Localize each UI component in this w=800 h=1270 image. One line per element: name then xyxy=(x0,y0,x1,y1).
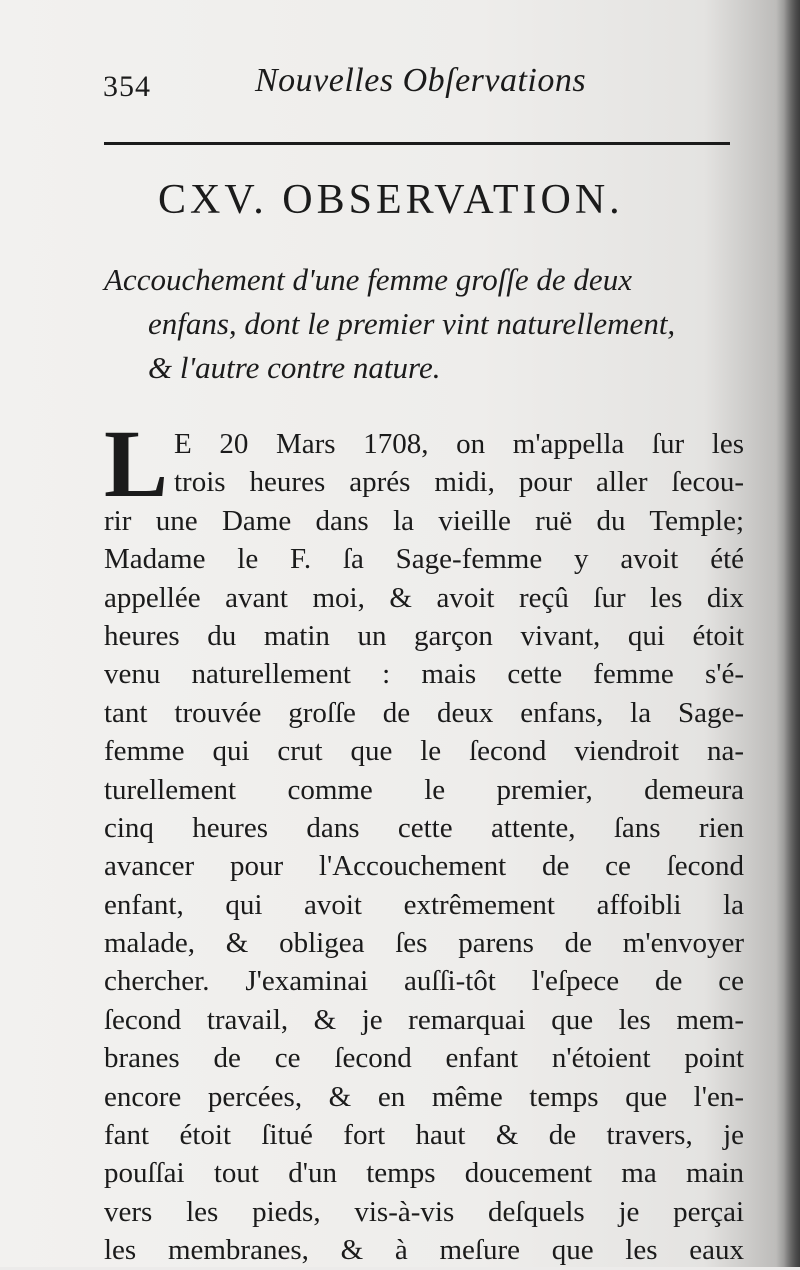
body-line: E 20 Mars 1708, on m'appella ſur les xyxy=(174,428,744,460)
body-line: trois heures aprés midi, pour aller ſecou- xyxy=(174,466,744,499)
page-header xyxy=(100,58,740,108)
body-line: rir une Dame dans la vieille ruë du Temple; xyxy=(104,504,744,537)
observation-subtitle xyxy=(104,258,744,390)
body-line: turellement comme le premier, demeura xyxy=(104,773,744,806)
body-line: avancer pour l'Accouchement de ce ſecond xyxy=(104,850,744,883)
body-text xyxy=(104,410,744,1270)
body-line: enfant, qui avoit extrêmement affoibli la xyxy=(104,888,744,921)
body-line: chercher. J'examinai auſſi-tôt l'eſpece de ce xyxy=(104,965,744,998)
body-line: les membranes, & à meſure que les eaux xyxy=(104,1234,744,1267)
running-head: Nouvelles Obſervations xyxy=(255,62,587,99)
body-line: venu naturellement : mais cette femme s'é- xyxy=(104,658,744,691)
page-number: 354 xyxy=(103,70,151,103)
header-rule xyxy=(104,142,730,145)
body-line: cinq heures dans cette attente, ſans rien xyxy=(104,811,744,844)
body-line: malade, & obligea ſes parens de m'envoyer xyxy=(104,927,744,960)
body-line: encore percées, & en même temps que l'en- xyxy=(104,1080,744,1113)
page-edge-shadow xyxy=(784,0,800,1267)
body-line: vers les pieds, vis-à-vis deſquels je perçai xyxy=(104,1195,744,1228)
subtitle-line: enfans, dont le premier vint naturellement, xyxy=(148,306,676,341)
body-line: branes de ce ſecond enfant n'étoient point xyxy=(104,1042,744,1075)
drop-cap: L xyxy=(104,410,169,517)
body-line: ſecond travail, & je remarquai que les mem- xyxy=(104,1003,744,1036)
body-line: appellée avant moi, & avoit reçû ſur les dix xyxy=(104,581,744,614)
body-line: tant trouvée groſſe de deux enfans, la Sage- xyxy=(104,696,744,729)
observation-title: CXV. OBSERVATION. xyxy=(158,177,624,223)
subtitle-line: & l'autre contre nature. xyxy=(148,350,441,385)
body-line: heures du matin un garçon vivant, qui étoit xyxy=(104,619,744,652)
body-line: pouſſai tout d'un temps doucement ma main xyxy=(104,1157,744,1190)
body-line: Madame le F. ſa Sage-femme y avoit été xyxy=(104,543,744,576)
subtitle-line: Accouchement d'une femme groſſe de deux xyxy=(104,262,632,297)
body-line: femme qui crut que le ſecond viendroit na- xyxy=(104,735,744,768)
body-line: fant étoit ſitué fort haut & de travers, je xyxy=(104,1119,744,1152)
